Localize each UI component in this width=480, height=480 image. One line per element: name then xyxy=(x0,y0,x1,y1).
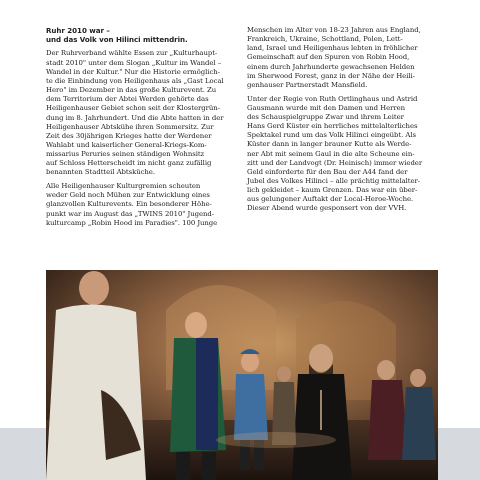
photo-person-head xyxy=(185,312,207,338)
photo-person-robe xyxy=(292,374,352,480)
event-photo-illustration xyxy=(46,270,438,480)
article-column-right xyxy=(247,26,442,218)
article-paragraph-3: Menschen im Alter von 18-23 Jahren aus England, Frankreich, Ukraine, Schottland, Polen, Lett- land, Israel und Heiligenhaus lebten in fröhlicher Gemeinschaft auf den Spuren von Robin Hood, einem durch Jahrhunderte gewachsenen Helden im Sherwood Forest, ganz in der Nähe der Heili- genhauser Partnerstadt Mansfield. xyxy=(247,26,421,89)
photo-person-head xyxy=(79,271,109,305)
photo-person-head xyxy=(241,352,259,372)
photo-person-shirt xyxy=(46,304,146,480)
photo-person-head xyxy=(309,344,333,372)
article-paragraph-2: Alle Heiligenhauser Kulturgremien scheuten weder Geld noch Mühen zur Entwicklung eines glanzvollen Kulturevents. Ein besonderer Höhe- punkt war im August das „TWINS 2010" Jugend- kulturcamp „Robin Hood im Paradies". 100 Junge xyxy=(46,182,218,227)
photo-person-cloak xyxy=(196,338,218,450)
article-headline: Ruhr 2010 war – und das Volk von Hilinci mittendrin. xyxy=(46,26,188,45)
article-column-left xyxy=(46,26,242,232)
article-paragraph-1: Der Ruhrverband wählte Essen zur „Kulturhaupt- stadt 2010" unter dem Slogan „Kultur im Wandel – Wandel in der Kultur." Nur die Historie ermöglich- te die Einbindung von Heiligenhaus als „Gast Local Hero" im Dezember in das große Kulturevent. Zu dem Territorium der Abtei Werden gehörte das Heiligenhauser Gebiet schon seit der Klostergrün- dung im 8. Jahrhundert. Und die Abte hatten in der Heiligenhauser Abtskühe ihren Sommersitz. Zur Zeit des 30jährigen Krieges hatte der Werdener Wahlabt und kaiserlicher General-Kriegs-Kom- missarius Peruries seinen ständigen Wohnsitz auf Schloss Hetterscheidt im nicht ganz zufällig benannten Stadtteil Abtsküche. xyxy=(46,49,224,177)
event-photo xyxy=(46,270,438,480)
article-paragraph-4: Unter der Regie von Ruth Ortlinghaus und Astrid Gausmann wurde mit den Damen und Herren des Schauspielgruppe Zwar und ihrem Leiter Hans Gerd Küster ein herrliches mittelalterliches Spektakel rund um das Volk Hilinci eingeübt. Als Küster dann in langer brauner Kutte als Werde- ner Abt mit seinem Gaul in die alte Scheune ein- zitt und der Landvogt (Dr. Heinisch) immer wieder Geld einforderte für den Bau der A44 fand der Jubel des Volkes Hilinci – alle prächtig mittelalter- lich gekleidet – kaum Grenzen. Das war ein über- aus gelungener Auftakt der Local-Heroe-Woche. Dieser Abend wurde gesponsert von der VVH. xyxy=(247,94,423,213)
